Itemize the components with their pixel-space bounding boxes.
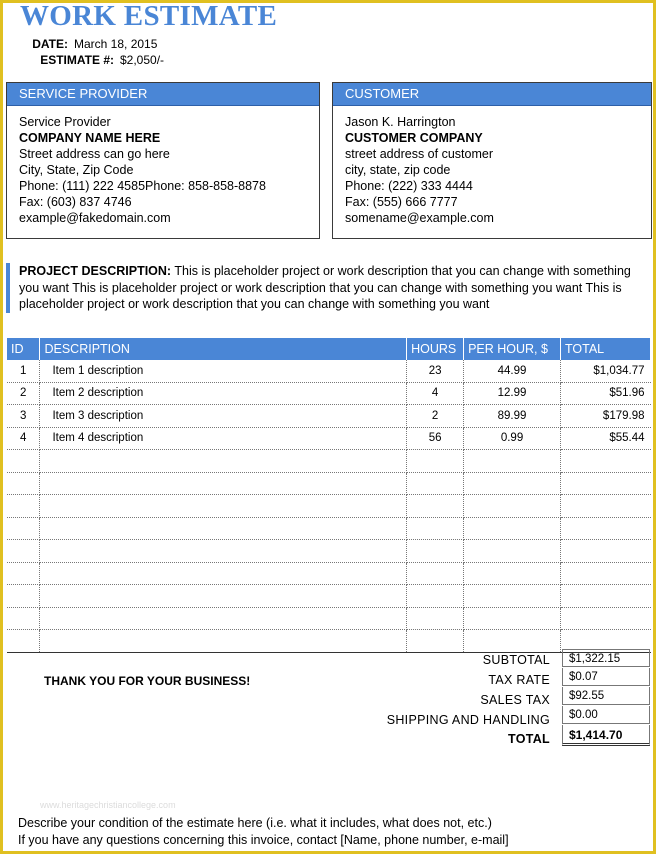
customer-line: somename@example.com — [345, 211, 494, 225]
subtotal-value: $1,322.15 — [562, 649, 650, 667]
cell-id — [7, 450, 40, 473]
cell-per-hour — [464, 607, 561, 630]
provider-line: Service Provider — [19, 115, 111, 129]
tax-rate-label: TAX RATE — [488, 673, 550, 687]
cell-total: $179.98 — [561, 405, 651, 428]
cell-per-hour: 89.99 — [464, 405, 561, 428]
cell-description: Item 2 description — [40, 382, 407, 405]
cell-id — [7, 562, 40, 585]
cell-hours — [407, 450, 464, 473]
cell-description — [40, 495, 407, 518]
cell-total: $55.44 — [561, 427, 651, 450]
provider-line: Phone: (111) 222 4585Phone: 858-858-8878 — [19, 179, 266, 193]
total-label: TOTAL — [507, 732, 550, 746]
cell-hours — [407, 472, 464, 495]
cell-per-hour: 12.99 — [464, 382, 561, 405]
cell-per-hour: 0.99 — [464, 427, 561, 450]
date-value: March 18, 2015 — [74, 37, 158, 51]
cell-id: 1 — [7, 360, 40, 382]
cell-hours: 56 — [407, 427, 464, 450]
table-row — [7, 517, 651, 540]
col-header-id: ID — [7, 338, 40, 360]
table-row — [7, 360, 651, 382]
cell-hours — [407, 607, 464, 630]
cell-hours: 2 — [407, 405, 464, 428]
cell-total: $51.96 — [561, 382, 651, 405]
table-row — [7, 405, 651, 428]
total-value: $1,414.70 — [562, 725, 650, 746]
col-header-hours: HOURS — [407, 338, 464, 360]
table-row — [7, 427, 651, 450]
customer-line: Fax: (555) 666 7777 — [345, 195, 458, 209]
service-provider-header: SERVICE PROVIDER — [7, 83, 319, 106]
cell-description — [40, 585, 407, 608]
cell-description — [40, 517, 407, 540]
sales-tax-value: $92.55 — [562, 687, 650, 705]
cell-hours — [407, 495, 464, 518]
estimate-value: $2,050/- — [120, 53, 165, 67]
cell-total — [561, 607, 651, 630]
table-row — [7, 382, 651, 405]
project-description — [6, 263, 646, 313]
cell-id: 3 — [7, 405, 40, 428]
shipping-label: SHIPPING AND HANDLING — [386, 713, 550, 727]
cell-description — [40, 562, 407, 585]
col-header-total: TOTAL — [561, 338, 651, 360]
customer-line: Phone: (222) 333 4444 — [345, 179, 473, 193]
cell-total — [561, 562, 651, 585]
cell-id — [7, 540, 40, 563]
service-provider-details — [7, 106, 319, 234]
cell-total — [561, 517, 651, 540]
date-label: DATE: — [32, 37, 68, 51]
cell-hours — [407, 562, 464, 585]
cell-hours: 4 — [407, 382, 464, 405]
provider-line: Fax: (603) 837 4746 — [19, 195, 132, 209]
estimate-label: ESTIMATE #: — [40, 53, 114, 67]
cell-description — [40, 607, 407, 630]
sales-tax-label: SALES TAX — [480, 693, 550, 707]
table-row — [7, 562, 651, 585]
cell-per-hour — [464, 585, 561, 608]
cell-per-hour — [464, 472, 561, 495]
cell-per-hour — [464, 450, 561, 473]
cell-total — [561, 450, 651, 473]
project-description-label: PROJECT DESCRIPTION: — [19, 264, 172, 278]
items-table — [7, 338, 651, 653]
project-description-text: This is placeholder project or work description that you can change with something you want This is placeholder project or work description that you can change with something you want This is placeholder project or work description that you can change with something you want — [19, 264, 631, 311]
cell-hours — [407, 630, 464, 653]
provider-line: Street address can go here — [19, 147, 170, 161]
cell-total — [561, 472, 651, 495]
cell-hours — [407, 585, 464, 608]
table-header-row — [7, 338, 651, 360]
cell-description — [40, 450, 407, 473]
cell-id: 2 — [7, 382, 40, 405]
cell-description: Item 3 description — [40, 405, 407, 428]
table-row — [7, 472, 651, 495]
cell-id — [7, 607, 40, 630]
tax-rate-value: $0.07 — [562, 668, 650, 686]
cell-id — [7, 585, 40, 608]
cell-per-hour — [464, 540, 561, 563]
service-provider-box — [6, 82, 320, 239]
customer-box — [332, 82, 652, 239]
table-row — [7, 607, 651, 630]
customer-line: Jason K. Harrington — [345, 115, 456, 129]
table-row — [7, 630, 651, 653]
cell-description — [40, 472, 407, 495]
cell-total — [561, 585, 651, 608]
cell-per-hour — [464, 562, 561, 585]
customer-header: CUSTOMER — [333, 83, 651, 106]
cell-id — [7, 630, 40, 653]
shipping-value: $0.00 — [562, 706, 650, 724]
provider-line: City, State, Zip Code — [19, 163, 134, 177]
cell-per-hour — [464, 630, 561, 653]
footer-conditions: Describe your condition of the estimate here (i.e. what it includes, what does not, etc.) — [18, 816, 492, 830]
document-title: WORK ESTIMATE — [20, 0, 278, 32]
cell-total: $1,034.77 — [561, 360, 651, 382]
cell-description: Item 1 description — [40, 360, 407, 382]
provider-line: example@fakedomain.com — [19, 211, 171, 225]
cell-description — [40, 540, 407, 563]
table-row — [7, 450, 651, 473]
provider-line: COMPANY NAME HERE — [19, 131, 161, 145]
table-row — [7, 585, 651, 608]
cell-total — [561, 495, 651, 518]
customer-line: street address of customer — [345, 147, 493, 161]
cell-id — [7, 472, 40, 495]
customer-line: city, state, zip code — [345, 163, 451, 177]
cell-id — [7, 495, 40, 518]
cell-description — [40, 630, 407, 653]
cell-hours: 23 — [407, 360, 464, 382]
table-row — [7, 540, 651, 563]
cell-id: 4 — [7, 427, 40, 450]
subtotal-label: SUBTOTAL — [482, 653, 550, 667]
cell-per-hour — [464, 517, 561, 540]
thank-you-message: THANK YOU FOR YOUR BUSINESS! — [44, 674, 251, 688]
customer-line: CUSTOMER COMPANY — [345, 131, 483, 145]
cell-total — [561, 540, 651, 563]
footer-contact: If you have any questions concerning this invoice, contact [Name, phone number, e-mail] — [18, 833, 509, 847]
cell-per-hour: 44.99 — [464, 360, 561, 382]
cell-id — [7, 517, 40, 540]
watermark-text: www.heritagechristiancollege.com — [40, 800, 176, 810]
cell-hours — [407, 540, 464, 563]
table-row — [7, 495, 651, 518]
cell-description: Item 4 description — [40, 427, 407, 450]
col-header-description: DESCRIPTION — [40, 338, 407, 360]
cell-hours — [407, 517, 464, 540]
cell-per-hour — [464, 495, 561, 518]
customer-details — [333, 106, 651, 234]
col-header-per-hour: PER HOUR, $ — [464, 338, 561, 360]
